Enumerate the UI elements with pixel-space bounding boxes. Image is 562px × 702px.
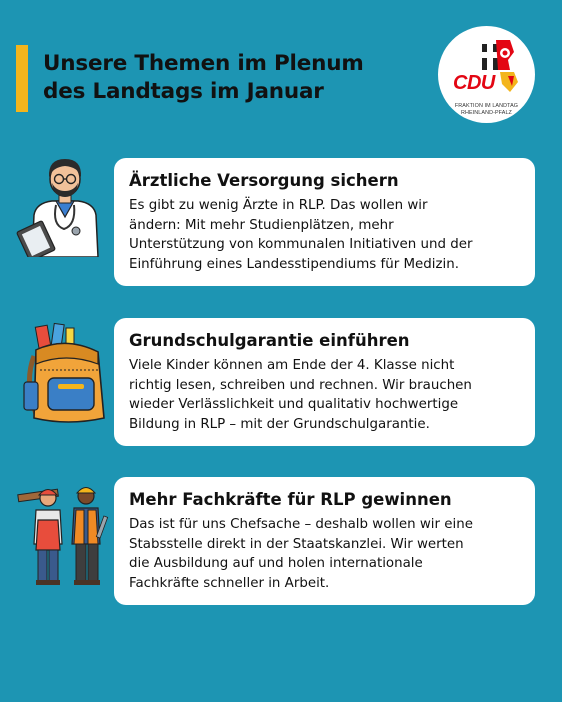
topic-body-2-line: Viele Kinder können am Ende der 4. Klasse nicht xyxy=(129,358,455,373)
topic-body-2-line: richtig lesen, schreiben und rechnen. Wir brauchen xyxy=(129,377,472,393)
topic-body-1 xyxy=(129,196,529,274)
page-title-line-1: Unsere Themen im Plenum xyxy=(43,51,364,76)
topic-body-3 xyxy=(129,515,529,593)
topic-body-3-line: Stabsstelle direkt in der Staatskanzlei. Wir werten xyxy=(129,536,464,552)
topic-body-1-line: Unterstützung von kommunalen Initiativen und der xyxy=(129,237,473,252)
topic-body-1-line: Es gibt zu wenig Ärzte in RLP. Das wollen wir xyxy=(129,198,428,213)
topic-card-2 xyxy=(114,318,535,446)
topic-body-1-line: ändern: Mit mehr Studienplätzen, mehr xyxy=(129,217,394,233)
logo-wordmark: CDU xyxy=(453,72,495,94)
topic-body-1-line: Einführung eines Landesstipendiums für Medizin. xyxy=(129,256,459,272)
topic-body-2 xyxy=(129,356,529,434)
page-title xyxy=(43,50,423,106)
school-backpack-illustration-icon xyxy=(20,322,112,424)
topic-body-3-line: die Ausbildung auf und holen internationale xyxy=(129,556,423,571)
page-title-line-2: des Landtags im Januar xyxy=(43,79,324,104)
doctor-illustration-icon xyxy=(16,155,114,257)
logo-subtitle-line-1: FRAKTION IM LANDTAG xyxy=(454,103,519,109)
accent-bar xyxy=(16,45,28,112)
topic-title-1: Ärztliche Versorgung sichern xyxy=(129,171,399,190)
topic-body-3-line: Das ist für uns Chefsache – deshalb wollen wir eine xyxy=(129,517,473,532)
skilled-workers-illustration-icon xyxy=(16,480,114,588)
topic-card-1 xyxy=(114,158,535,286)
topic-body-3-line: Fachkräfte schneller in Arbeit. xyxy=(129,575,330,591)
topic-title-3: Mehr Fachkräfte für RLP gewinnen xyxy=(129,490,452,509)
topic-title-2: Grundschulgarantie einführen xyxy=(129,331,410,350)
topic-body-2-line: wieder Verlässlichkeit und qualitativ hochwertige xyxy=(129,397,459,412)
cdu-logo xyxy=(438,26,535,123)
topic-body-2-line: Bildung in RLP – mit der Grundschulgarantie. xyxy=(129,416,430,432)
logo-subtitle-line-2: RHEINLAND-PFALZ xyxy=(461,110,512,116)
topic-card-3 xyxy=(114,477,535,605)
